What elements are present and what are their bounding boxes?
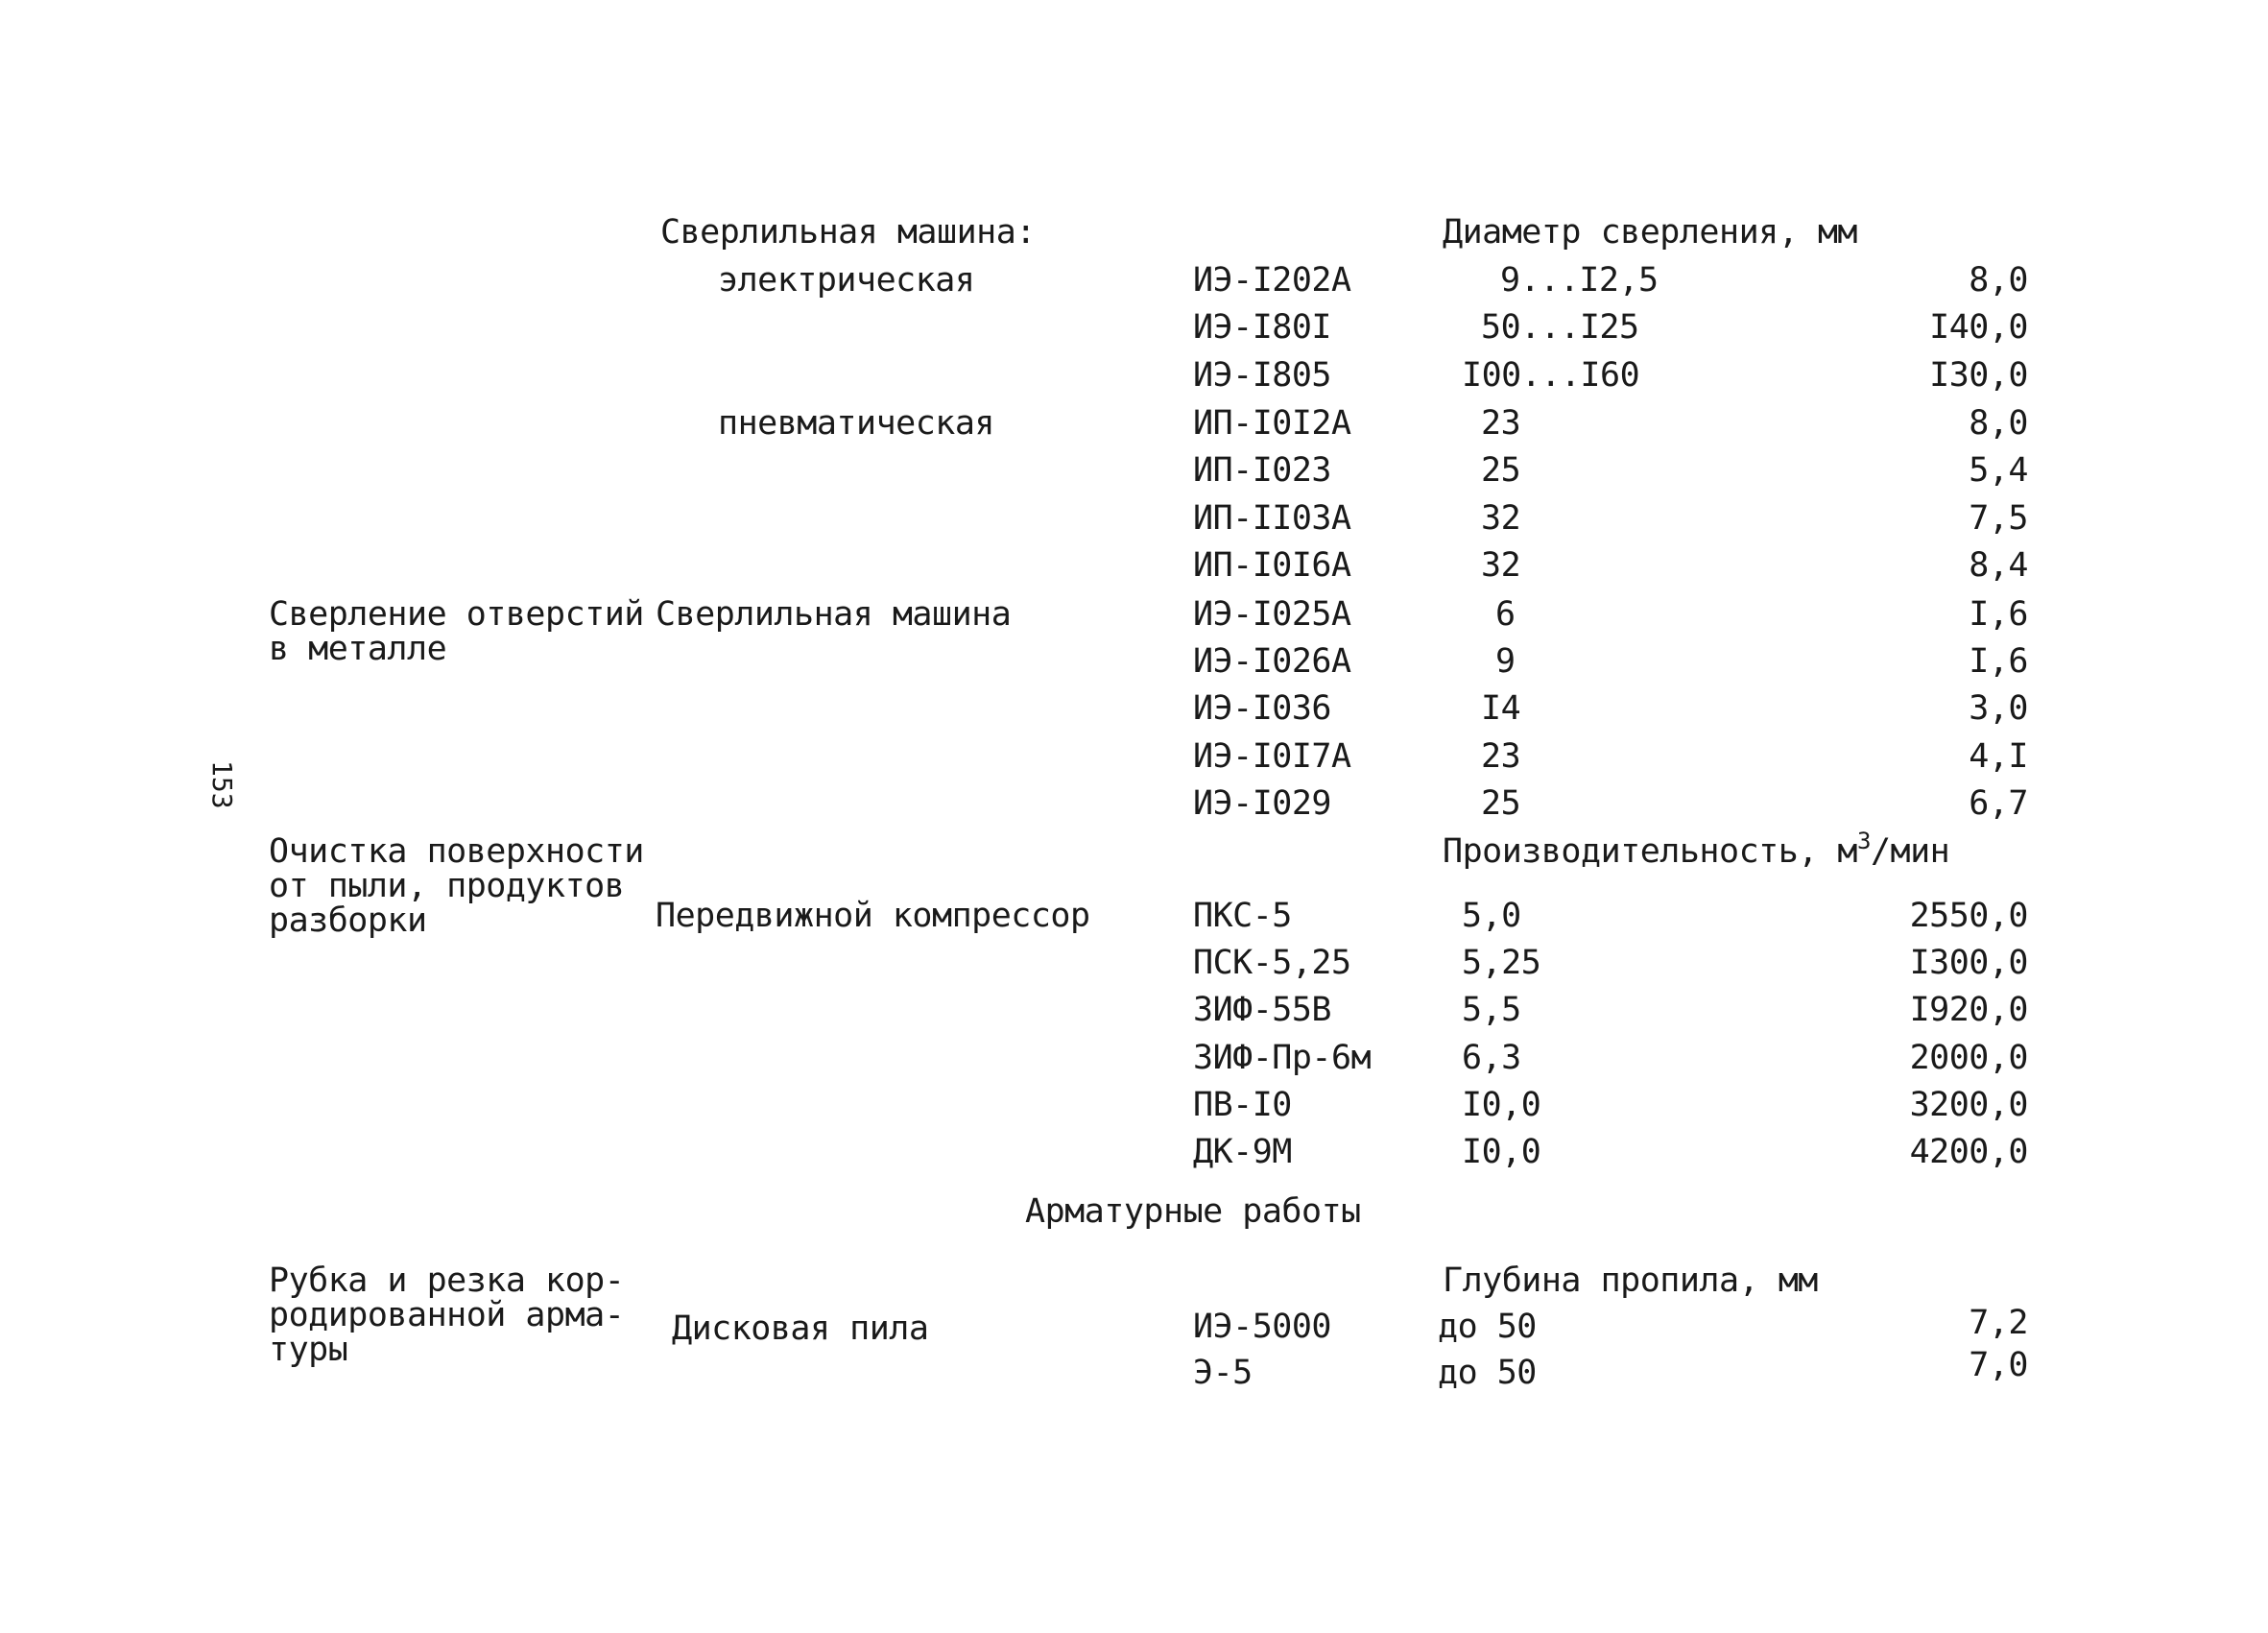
drilling-machine-header: Сверлильная машина: bbox=[660, 213, 1036, 252]
drilling-diameter-header: Диаметр сверления, мм bbox=[1443, 213, 1858, 252]
model-cell: ИЭ-I80I bbox=[1193, 308, 1332, 347]
value-cell: 8,0 bbox=[1969, 261, 2028, 300]
cut-depth-header: Глубина пропила, мм bbox=[1443, 1261, 1818, 1300]
machine-compressor: Передвижной компрессор bbox=[656, 897, 1090, 935]
model-cell: ЗИФ-Пр-6м bbox=[1193, 1039, 1372, 1077]
value-cell: I,6 bbox=[1969, 595, 2028, 634]
param-cell: 5,5 bbox=[1462, 991, 1521, 1029]
value-cell: 4,I bbox=[1969, 737, 2028, 776]
electric-label: электрическая bbox=[718, 261, 975, 300]
value-cell: I30,0 bbox=[1929, 356, 2028, 395]
param-cell: до 50 bbox=[1438, 1354, 1537, 1392]
model-cell: ИП-I0I2А bbox=[1193, 404, 1351, 443]
value-cell: I300,0 bbox=[1909, 944, 2028, 982]
param-cell: 23 bbox=[1481, 404, 1521, 443]
model-cell: ИЭ-I025А bbox=[1193, 595, 1351, 634]
model-cell: ИЭ-I0I7А bbox=[1193, 737, 1351, 776]
param-cell: 5,25 bbox=[1462, 944, 1541, 982]
value-cell: 2550,0 bbox=[1909, 897, 2028, 935]
value-cell: I40,0 bbox=[1929, 308, 2028, 347]
pneumatic-label: пневматическая bbox=[718, 404, 995, 443]
work-cleaning: Очистка поверхности от пыли, продуктов разборки bbox=[269, 832, 644, 940]
model-cell: ИЭ-I036 bbox=[1193, 689, 1332, 728]
value-cell: 6,7 bbox=[1969, 784, 2028, 823]
work-rebar: Рубка и резка кор- родированной арма- туры bbox=[269, 1261, 625, 1369]
model-cell: ПСК-5,25 bbox=[1193, 944, 1351, 982]
param-cell: 32 bbox=[1481, 499, 1521, 538]
value-cell: 5,4 bbox=[1969, 451, 2028, 490]
value-cell: 7,0 bbox=[1969, 1346, 2028, 1384]
value-cell: 7,2 bbox=[1969, 1304, 2028, 1342]
model-cell: ИЭ-I805 bbox=[1193, 356, 1332, 395]
param-cell: 9...I2,5 bbox=[1500, 261, 1659, 300]
value-cell: 4200,0 bbox=[1909, 1133, 2028, 1171]
param-cell: 6,3 bbox=[1462, 1039, 1521, 1077]
model-cell: ИП-I0I6А bbox=[1193, 546, 1351, 585]
value-cell: 7,5 bbox=[1969, 499, 2028, 538]
value-cell: 3200,0 bbox=[1909, 1086, 2028, 1124]
section-title-rebar: Арматурные работы bbox=[1025, 1192, 1361, 1231]
param-cell: I0,0 bbox=[1462, 1133, 1541, 1171]
param-cell: 6 bbox=[1495, 595, 1516, 634]
model-cell: ИЭ-I026А bbox=[1193, 642, 1351, 681]
model-cell: ИЭ-5000 bbox=[1193, 1308, 1332, 1346]
param-cell: 25 bbox=[1481, 451, 1521, 490]
value-cell: 3,0 bbox=[1969, 689, 2028, 728]
param-cell: 9 bbox=[1495, 642, 1516, 681]
model-cell: Э-5 bbox=[1193, 1354, 1253, 1392]
work-metal-drilling: Сверление отверстий в металле bbox=[269, 595, 644, 668]
machine-metal-drilling: Сверлильная машина bbox=[656, 595, 1012, 634]
machine-disc-saw: Дисковая пила bbox=[672, 1309, 929, 1348]
model-cell: ИП-II03А bbox=[1193, 499, 1351, 538]
page-number: 153 bbox=[206, 760, 238, 809]
param-cell: I4 bbox=[1481, 689, 1521, 728]
param-cell: 25 bbox=[1481, 784, 1521, 823]
value-cell: 2000,0 bbox=[1909, 1039, 2028, 1077]
model-cell: ЗИФ-55В bbox=[1193, 991, 1332, 1029]
model-cell: ПКС-5 bbox=[1193, 897, 1292, 935]
model-cell: ИЭ-I029 bbox=[1193, 784, 1332, 823]
model-cell: ДК-9М bbox=[1193, 1133, 1292, 1171]
value-cell: 8,4 bbox=[1969, 546, 2028, 585]
model-cell: ИЭ-I202А bbox=[1193, 261, 1351, 300]
model-cell: ИП-I023 bbox=[1193, 451, 1332, 490]
productivity-header: Производительность, $м^3$/мин bbox=[1443, 828, 1950, 871]
model-cell: ПВ-I0 bbox=[1193, 1086, 1292, 1124]
param-cell: 23 bbox=[1481, 737, 1521, 776]
param-cell: 50...I25 bbox=[1481, 308, 1639, 347]
param-cell: I00...I60 bbox=[1462, 356, 1640, 395]
value-cell: I920,0 bbox=[1909, 991, 2028, 1029]
param-cell: до 50 bbox=[1438, 1308, 1537, 1346]
value-cell: 8,0 bbox=[1969, 404, 2028, 443]
param-cell: 5,0 bbox=[1462, 897, 1521, 935]
value-cell: I,6 bbox=[1969, 642, 2028, 681]
param-cell: I0,0 bbox=[1462, 1086, 1541, 1124]
param-cell: 32 bbox=[1481, 546, 1521, 585]
